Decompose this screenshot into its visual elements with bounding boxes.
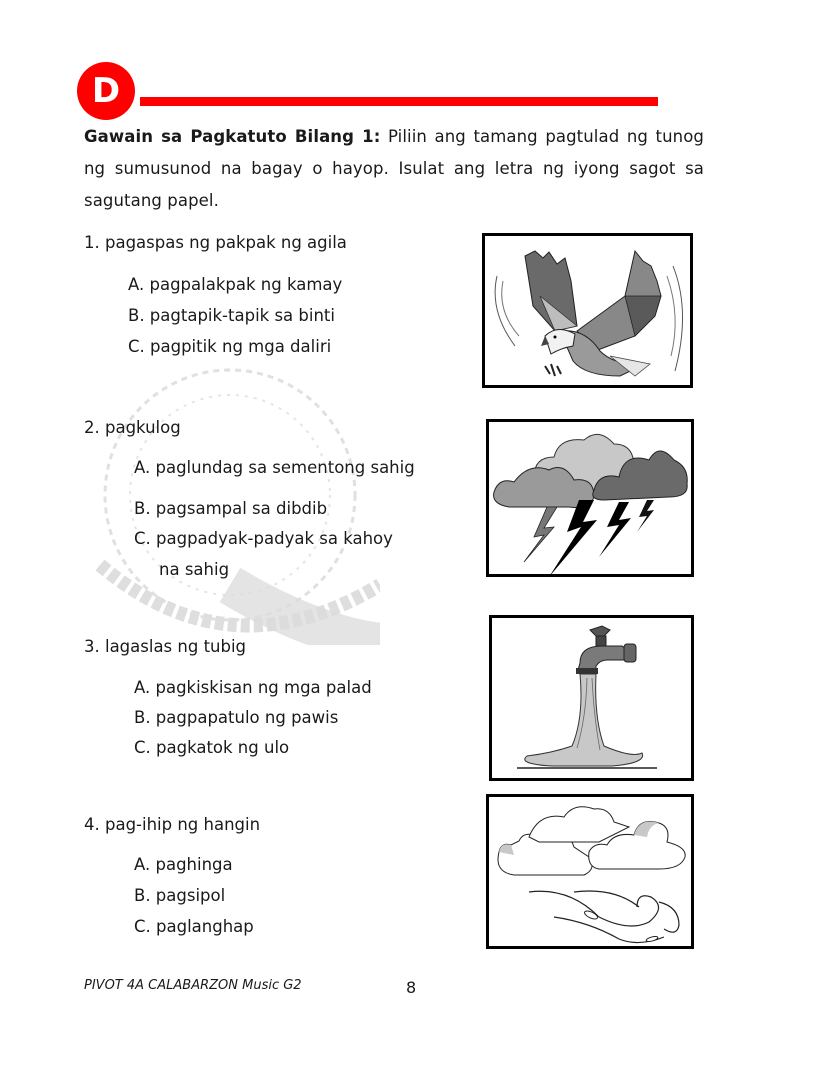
choice-2c-continued: na sahig	[159, 560, 230, 579]
section-divider	[140, 97, 658, 106]
wind-image	[486, 794, 694, 949]
choice-1b: B. pagtapik-tapik sa binti	[128, 306, 335, 325]
eagle-icon	[485, 236, 690, 385]
choice-2a: A. paglundag sa sementong sahig	[134, 458, 415, 477]
thunderstorm-image	[486, 419, 694, 577]
choice-4c: C. paglanghap	[134, 917, 254, 936]
footer-source: PIVOT 4A CALABARZON Music G2	[84, 978, 302, 993]
choice-3b: B. pagpapatulo ng pawis	[134, 708, 339, 727]
choice-4b: B. pagsipol	[134, 886, 226, 905]
section-badge: D	[77, 62, 135, 120]
faucet-image	[489, 615, 694, 781]
question-3-prompt: 3. lagaslas ng tubig	[84, 637, 247, 656]
question-2-prompt: 2. pagkulog	[84, 418, 181, 437]
seal-watermark-icon	[80, 345, 380, 645]
faucet-icon	[492, 618, 691, 778]
choice-3a: A. pagkiskisan ng mga palad	[134, 678, 372, 697]
choice-4a: A. paghinga	[134, 855, 233, 874]
choice-2b: B. pagsampal sa dibdib	[134, 499, 328, 518]
wind-icon	[489, 797, 691, 946]
thunderstorm-icon	[489, 422, 691, 574]
question-4-prompt: 4. pag-ihip ng hangin	[84, 815, 261, 834]
instructions-text: Piliin ang tamang pagtulad ng tunog ng sumusunod na bagay o hayop. Isulat ang letra ng iyong sagot sa sagutang papel.	[84, 127, 704, 210]
choice-2c: C. pagpadyak-padyak sa kahoy	[134, 529, 393, 548]
instructions	[84, 121, 704, 217]
choice-1c: C. pagpitik ng mga daliri	[128, 337, 332, 356]
question-1-prompt: 1. pagaspas ng pakpak ng agila	[84, 233, 347, 252]
activity-title: Gawain sa Pagkatuto Bilang 1:	[84, 127, 381, 146]
eagle-image	[482, 233, 693, 388]
choice-3c: C. pagkatok ng ulo	[134, 738, 290, 757]
page-number: 8	[406, 978, 417, 997]
choice-1a: A. pagpalakpak ng kamay	[128, 275, 343, 294]
